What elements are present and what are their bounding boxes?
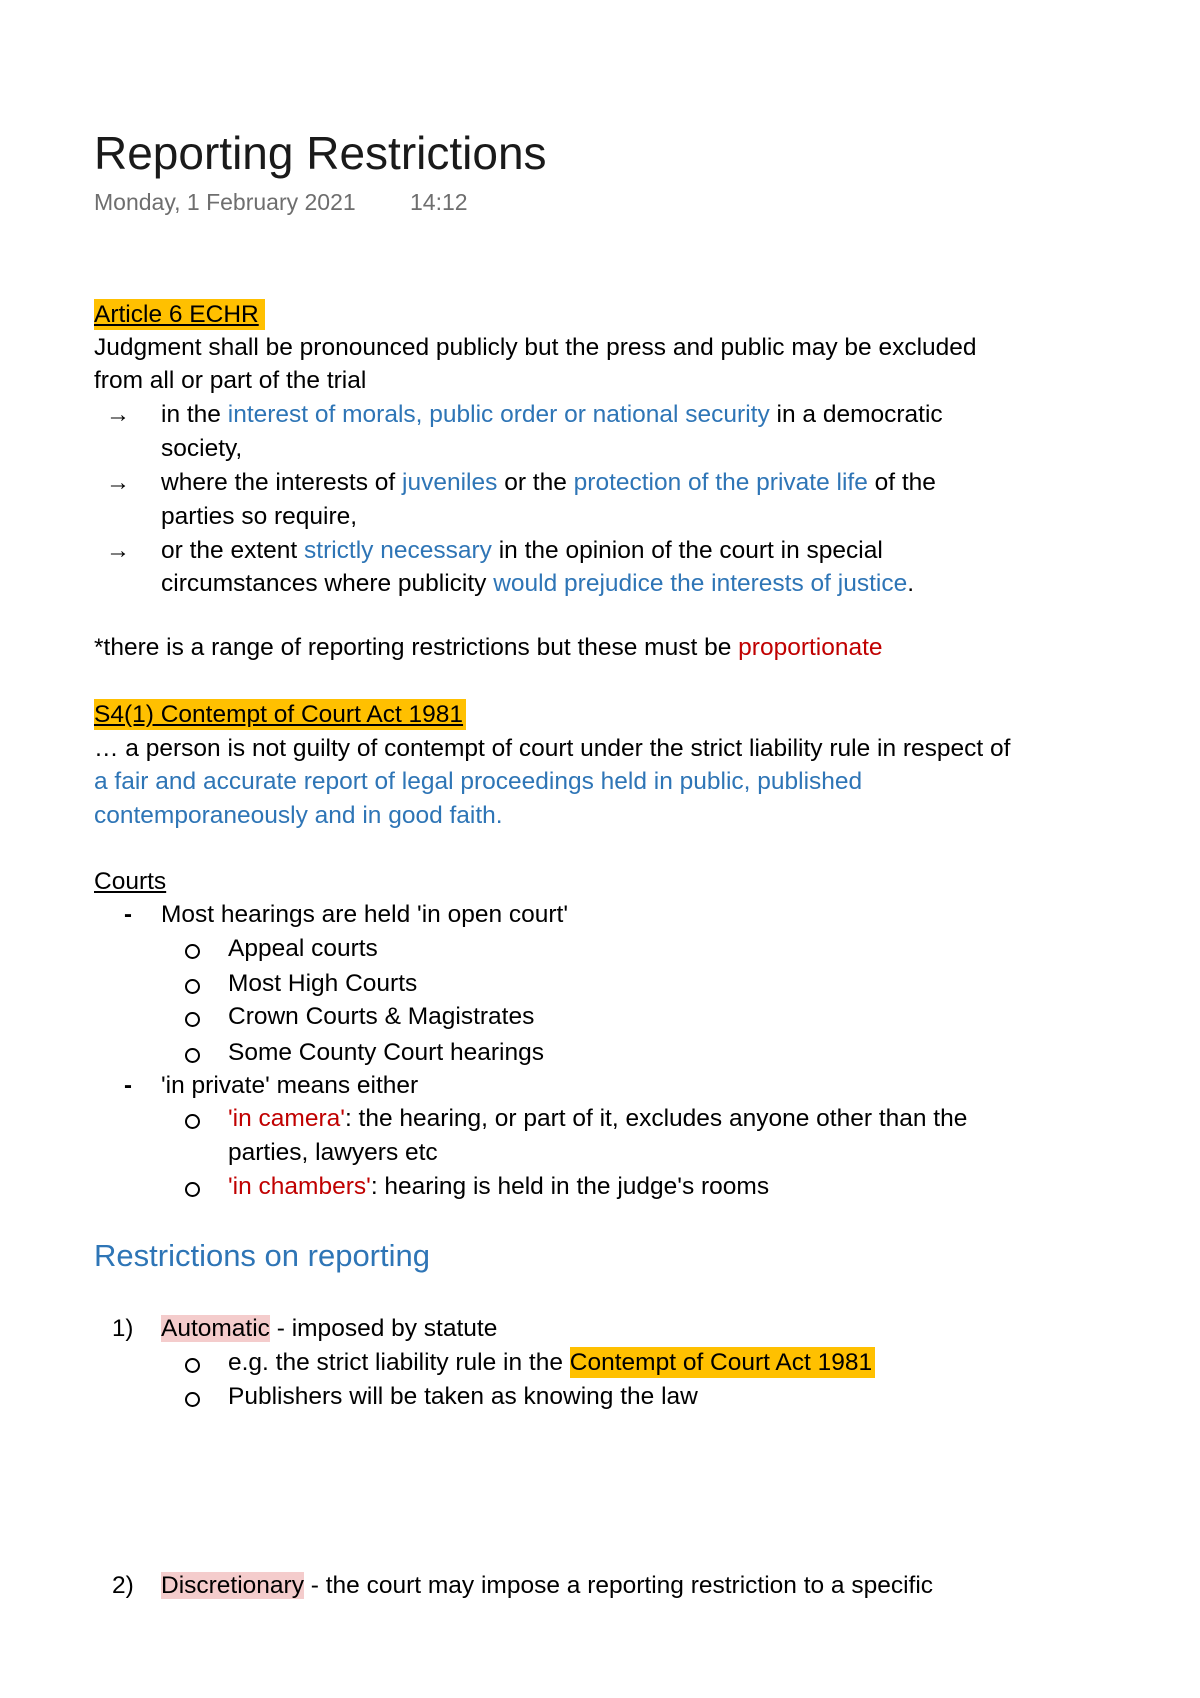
text-run: : the hearing, or part of it, excludes anyone other than the (344, 1105, 968, 1132)
text-run: e.g. the strict liability rule in the (228, 1349, 570, 1376)
text-run: or the (497, 469, 574, 496)
automatic-line (161, 1315, 497, 1343)
circle-bullet-icon (185, 1114, 200, 1129)
act-highlight: Contempt of Court Act 1981 (570, 1347, 875, 1378)
text-run: where the interests of (161, 469, 403, 496)
automatic-sub2: Publishers will be taken as knowing the law (228, 1383, 698, 1410)
article6-bullet3-line1 (161, 537, 883, 565)
restrictions-heading: Restrictions on reporting (94, 1238, 430, 1273)
circle-bullet-icon (185, 1012, 200, 1027)
circle-bullet-icon (185, 1048, 200, 1063)
s4-line1: … a person is not guilty of contempt of court under the strict liability rule in respect of (94, 735, 1011, 762)
text-run: *there is a range of reporting restrictions but these must be (94, 634, 739, 661)
text-run: circumstances where publicity (161, 570, 494, 597)
text-run-blue: would prejudice the interests of justice (493, 570, 908, 597)
page-date: Monday, 1 February 2021 (94, 189, 356, 215)
courts-heading: Courts (94, 868, 167, 895)
in-camera-line1 (228, 1105, 967, 1133)
automatic-label: Automatic (161, 1315, 270, 1342)
s4-heading (94, 701, 466, 729)
discretionary-line (161, 1572, 933, 1600)
article6-bullet3-line2 (161, 570, 914, 598)
article6-heading (94, 301, 265, 329)
page-time: 14:12 (410, 189, 468, 215)
text-run-blue: protection of the private life (573, 469, 868, 496)
text-run-red: proportionate (738, 634, 883, 661)
dash-bullet-icon: - (124, 1072, 132, 1099)
article6-bullet2-line2: parties so require, (161, 503, 358, 530)
courts-item1: Most hearings are held 'in open court' (161, 901, 569, 928)
text-run: : hearing is held in the judge's rooms (370, 1173, 770, 1200)
arrow-bullet-icon: → (106, 537, 130, 564)
text-run: or the extent (161, 537, 305, 564)
courts-sub-item: Most High Courts (228, 970, 418, 997)
cut-off-line (0, 1572, 1200, 1599)
discretionary-label: Discretionary (161, 1572, 304, 1599)
automatic-sub1 (228, 1349, 875, 1377)
courts-sub-item: Some County Court hearings (228, 1039, 544, 1066)
courts-item2: 'in private' means either (161, 1072, 419, 1099)
text-run: in the opinion of the court in special (491, 537, 883, 564)
article6-bullet1-line1 (161, 401, 943, 429)
s4-heading-text: S4(1) Contempt of Court Act 1981 (94, 699, 466, 730)
text-run: - the court may impose a reporting restriction to a specific (303, 1572, 934, 1599)
circle-bullet-icon (185, 979, 200, 994)
article6-bullet1-line2: society, (161, 435, 243, 462)
dash-bullet-icon: - (124, 901, 132, 928)
courts-sub-item: Crown Courts & Magistrates (228, 1003, 535, 1030)
text-run-blue: strictly necessary (304, 537, 492, 564)
text-run: in the (161, 401, 228, 428)
article6-heading-text: Article 6 ECHR (94, 299, 265, 330)
number-marker: 1) (112, 1315, 134, 1342)
circle-bullet-icon (185, 944, 200, 959)
article6-bullet2-line1 (161, 469, 936, 497)
text-run: . (907, 570, 915, 597)
proportionate-note (94, 634, 883, 662)
s4-line3: contemporaneously and in good faith. (94, 802, 503, 829)
article6-intro-line2: from all or part of the trial (94, 367, 367, 394)
circle-bullet-icon (185, 1392, 200, 1407)
text-run: - imposed by statute (269, 1315, 498, 1342)
text-run: of the (867, 469, 936, 496)
text-run-blue: interest of morals, public order or national security (227, 401, 770, 428)
arrow-bullet-icon: → (106, 469, 130, 496)
text-run-red: 'in chambers' (228, 1173, 371, 1200)
in-camera-line2: parties, lawyers etc (228, 1139, 438, 1166)
text-run-red: 'in camera' (228, 1105, 345, 1132)
arrow-bullet-icon: → (106, 401, 130, 428)
number-marker: 2) (112, 1572, 134, 1599)
circle-bullet-icon (185, 1358, 200, 1373)
in-chambers-line (228, 1173, 769, 1201)
text-run: in a democratic (769, 401, 943, 428)
circle-bullet-icon (185, 1182, 200, 1197)
page-title: Reporting Restrictions (94, 127, 547, 179)
article6-intro-line1: Judgment shall be pronounced publicly but the press and public may be excluded (94, 334, 977, 361)
text-run-blue: juveniles (402, 469, 498, 496)
s4-line2: a fair and accurate report of legal proceedings held in public, published (94, 768, 863, 795)
courts-sub-item: Appeal courts (228, 935, 378, 962)
